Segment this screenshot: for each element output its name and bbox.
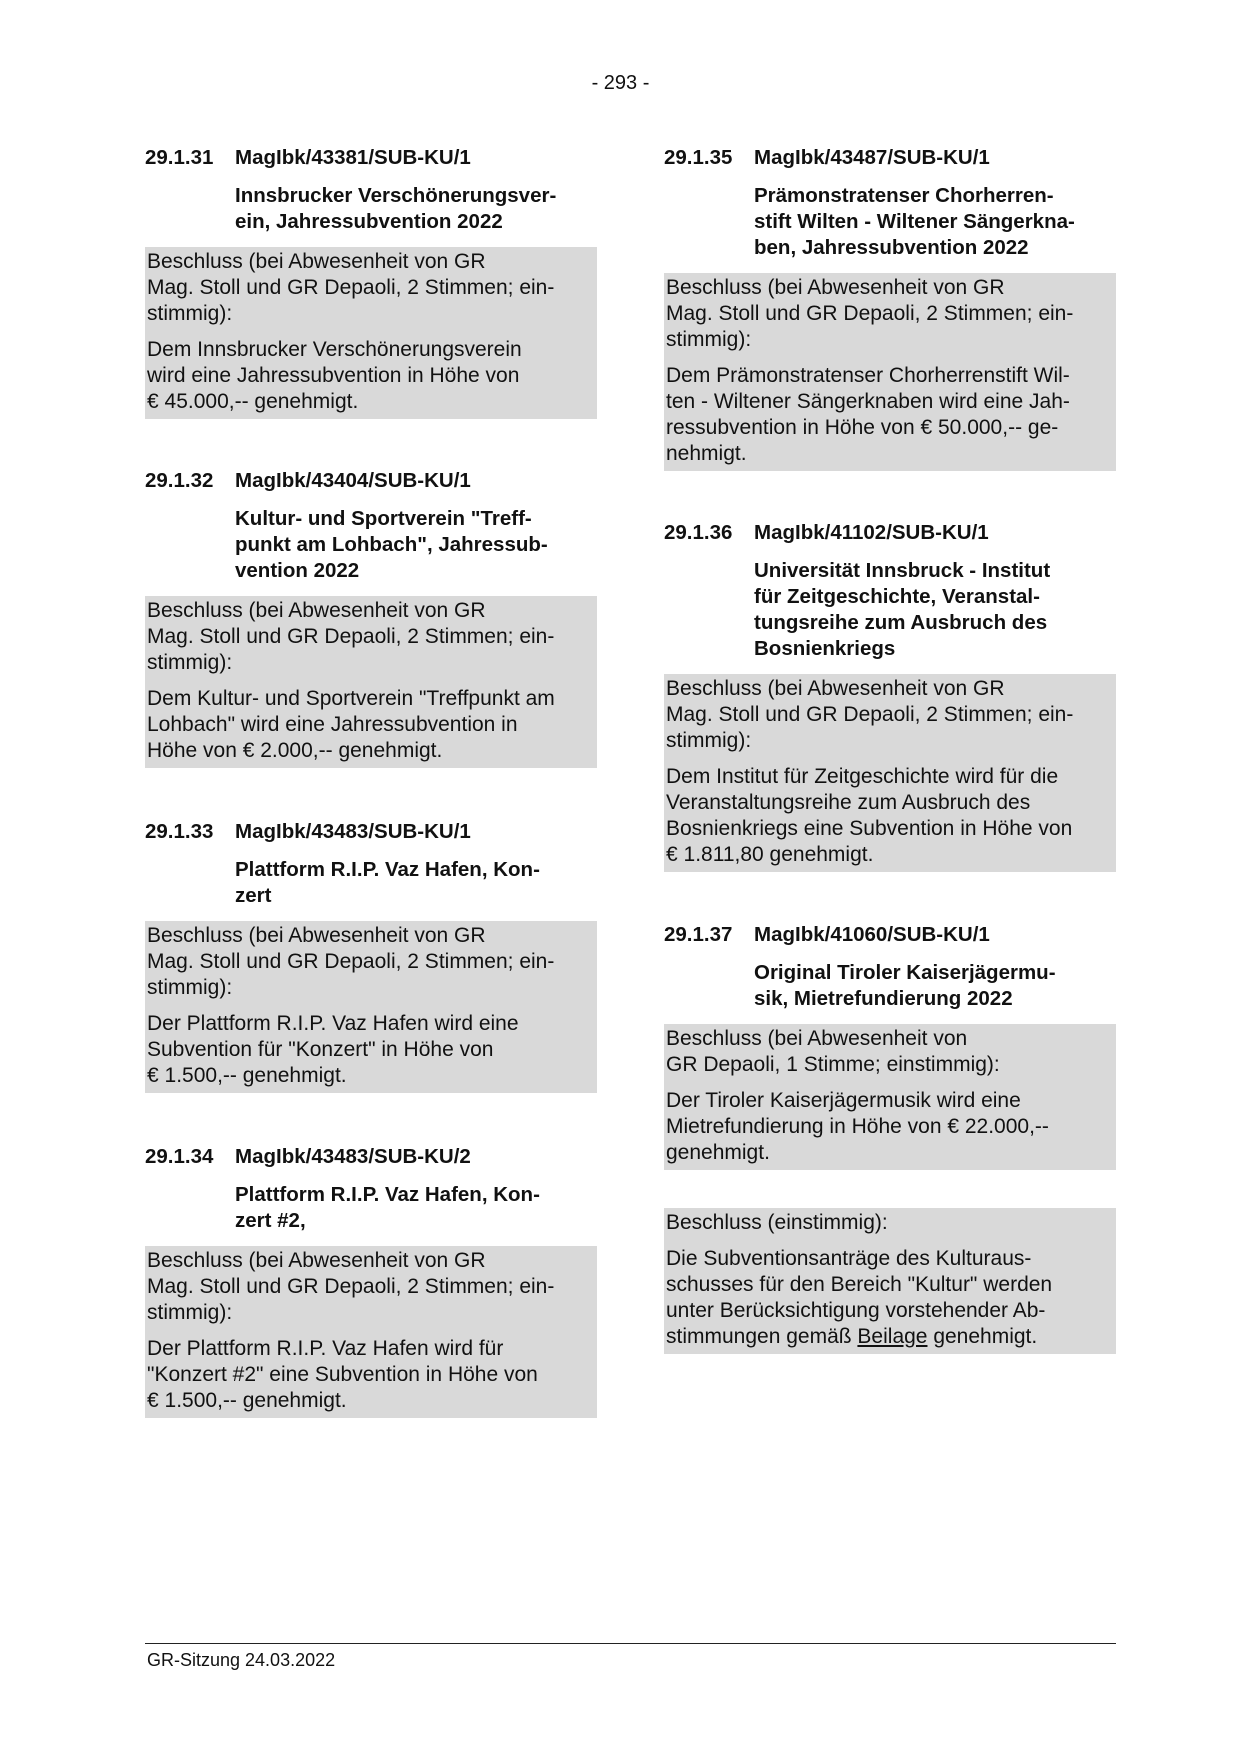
- resolution-box: [145, 921, 597, 1093]
- item-code: MagIbk/43483/SUB-KU/2: [235, 1145, 471, 1168]
- item-header: [145, 468, 597, 494]
- resolution-label: Beschluss (bei Abwesenheit von GR Mag. Stoll und GR Depaoli, 2 Stimmen; ein- stimmig):: [147, 924, 555, 999]
- resolution-box: [664, 273, 1116, 471]
- item-number: 29.1.31: [145, 146, 214, 169]
- item-header: [664, 520, 1116, 546]
- item-header: [664, 922, 1116, 948]
- item-code: MagIbk/43487/SUB-KU/1: [754, 146, 990, 169]
- agenda-item-29-1-36: [664, 520, 1116, 872]
- resolution-text: Dem Prämonstratenser Chorherrenstift Wil- ten - Wiltener Sängerknaben wird eine Jah- ressubvention in Höhe von € 50.000,-- ge- nehmigt.: [666, 364, 1070, 465]
- item-header: [664, 145, 1116, 171]
- resolution-label: Beschluss (bei Abwesenheit von GR Mag. Stoll und GR Depaoli, 2 Stimmen; ein- stimmig):: [666, 677, 1074, 752]
- resolution-box: [145, 1246, 597, 1418]
- item-title: Original Tiroler Kaiserjägermu- sik, Mietrefundierung 2022: [754, 961, 1056, 1010]
- resolution-box: [664, 1208, 1116, 1354]
- resolution-box: [145, 247, 597, 419]
- resolution-text: Der Plattform R.I.P. Vaz Hafen wird eine Subvention für "Konzert" in Höhe von € 1.500,-- genehmigt.: [147, 1012, 519, 1087]
- agenda-item-29-1-35: [664, 145, 1116, 471]
- footer-session-date: GR-Sitzung 24.03.2022: [147, 1650, 336, 1670]
- resolution-text: Dem Kultur- und Sportverein "Treffpunkt am Lohbach" wird eine Jahressubvention in Höhe von € 2.000,-- genehmigt.: [147, 687, 555, 762]
- item-code: MagIbk/43404/SUB-KU/1: [235, 469, 471, 492]
- item-header: [145, 819, 597, 845]
- item-code: MagIbk/43483/SUB-KU/1: [235, 820, 471, 843]
- item-number: 29.1.36: [664, 521, 733, 544]
- agenda-item-29-1-31: [145, 145, 597, 419]
- item-number: 29.1.33: [145, 820, 214, 843]
- item-title: Universität Innsbruck - Institut für Zeitgeschichte, Veranstal- tungsreihe zum Ausbruch des Bosnienkriegs: [754, 559, 1051, 660]
- resolution-text-start: Die Subventionsanträge des Kulturaus- schusses für den Bereich "Kultur" werden unter Berücksichtigung vorstehender Ab- stimmungen gemäß: [666, 1247, 1053, 1348]
- resolution-box: [145, 596, 597, 768]
- item-code: MagIbk/43381/SUB-KU/1: [235, 146, 471, 169]
- final-resolution: [664, 1208, 1116, 1354]
- resolution-label: Beschluss (bei Abwesenheit von GR Depaoli, 1 Stimme; einstimmig):: [666, 1027, 1000, 1076]
- beilage-link[interactable]: Beilage: [857, 1325, 928, 1348]
- item-number: 29.1.32: [145, 469, 214, 492]
- item-title: Plattform R.I.P. Vaz Hafen, Kon- zert: [235, 858, 540, 907]
- footer-divider: [145, 1643, 1116, 1644]
- item-header: [145, 145, 597, 171]
- resolution-text: [666, 1246, 1114, 1350]
- agenda-item-29-1-34: [145, 1144, 597, 1418]
- item-header: [145, 1144, 597, 1170]
- item-number: 29.1.35: [664, 146, 733, 169]
- resolution-text: Der Tiroler Kaiserjägermusik wird eine Mietrefundierung in Höhe von € 22.000,-- genehmigt.: [666, 1089, 1049, 1164]
- resolution-text-end: genehmigt.: [927, 1325, 1038, 1348]
- agenda-item-29-1-33: [145, 819, 597, 1093]
- agenda-item-29-1-32: [145, 468, 597, 768]
- item-title: Innsbrucker Verschönerungsver- ein, Jahressubvention 2022: [235, 184, 557, 233]
- agenda-item-29-1-37: [664, 922, 1116, 1170]
- resolution-box: [664, 674, 1116, 872]
- resolution-label: Beschluss (bei Abwesenheit von GR Mag. Stoll und GR Depaoli, 2 Stimmen; ein- stimmig):: [147, 599, 555, 674]
- item-code: MagIbk/41102/SUB-KU/1: [754, 521, 989, 544]
- item-title: Prämonstratenser Chorherren- stift Wilten - Wiltener Sängerkna- ben, Jahressubvention 2022: [754, 184, 1075, 259]
- resolution-text: Dem Institut für Zeitgeschichte wird für die Veranstaltungsreihe zum Ausbruch des Bosnienkriegs eine Subvention in Höhe von € 1.811,80 genehmigt.: [666, 765, 1073, 866]
- resolution-text: Dem Innsbrucker Verschönerungsverein wird eine Jahressubvention in Höhe von € 45.000,-- genehmigt.: [147, 338, 522, 413]
- resolution-label: Beschluss (bei Abwesenheit von GR Mag. Stoll und GR Depaoli, 2 Stimmen; ein- stimmig):: [147, 1249, 555, 1324]
- item-number: 29.1.37: [664, 923, 733, 946]
- item-code: MagIbk/41060/SUB-KU/1: [754, 923, 990, 946]
- resolution-label: Beschluss (bei Abwesenheit von GR Mag. Stoll und GR Depaoli, 2 Stimmen; ein- stimmig):: [666, 276, 1074, 351]
- item-title: Plattform R.I.P. Vaz Hafen, Kon- zert #2,: [235, 1183, 540, 1232]
- item-title: Kultur- und Sportverein "Treff- punkt am Lohbach", Jahressub- vention 2022: [235, 507, 548, 582]
- resolution-box: [664, 1024, 1116, 1170]
- resolution-text: Der Plattform R.I.P. Vaz Hafen wird für "Konzert #2" eine Subvention in Höhe von € 1.500,-- genehmigt.: [147, 1337, 538, 1412]
- item-number: 29.1.34: [145, 1145, 214, 1168]
- page-number: - 293 -: [591, 72, 650, 94]
- resolution-label: Beschluss (einstimmig):: [666, 1211, 888, 1234]
- resolution-label: Beschluss (bei Abwesenheit von GR Mag. Stoll und GR Depaoli, 2 Stimmen; ein- stimmig):: [147, 250, 555, 325]
